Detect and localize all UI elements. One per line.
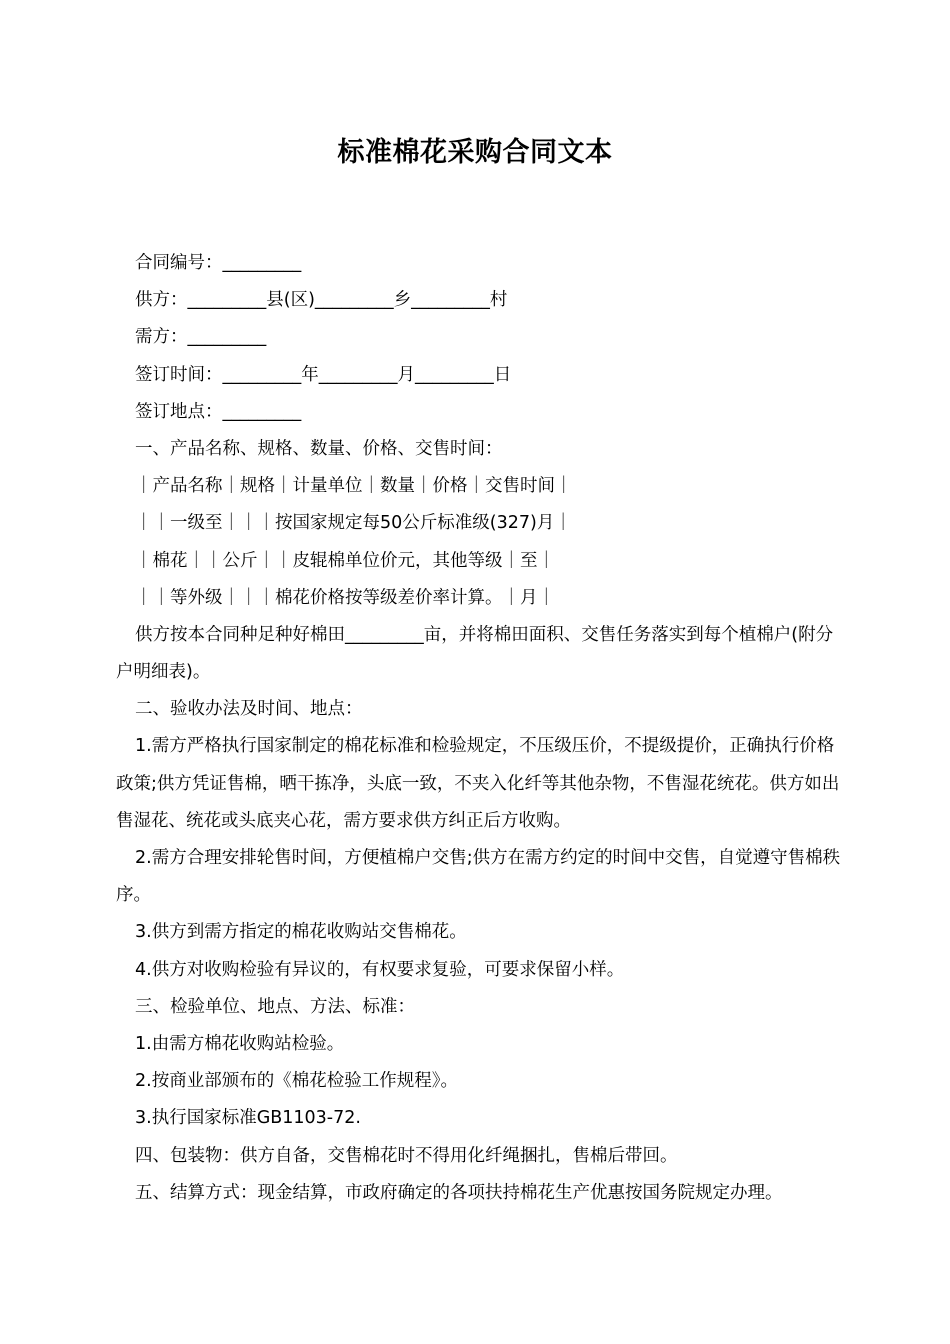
section-5-settlement: 五、结算方式：现金结算，市政府确定的各项扶持棉花生产优惠按国务院规定办理。 <box>135 1182 783 1203</box>
product-table-row: ｜棉花｜｜公斤｜｜皮辊棉单位价元，其他等级｜至｜ <box>135 550 555 571</box>
section-4-packaging: 四、包装物：供方自备，交售棉花时不得用化纤绳捆扎，售棉后带回。 <box>135 1145 678 1166</box>
section-3-heading: 三、检验单位、地点、方法、标准： <box>135 996 415 1017</box>
product-table-row: ｜｜等外级｜｜｜棉花价格按等级差价率计算。｜月｜ <box>135 587 555 608</box>
planting-note: 供方按本合同种足种好棉田_________亩，并将棉田面积、交售任务落实到每个植棉户(附分户明细表)。 <box>116 624 834 683</box>
contract-number-field: 合同编号：_________ <box>135 253 302 273</box>
section-2-item-3: 3.供方到需方指定的棉花收购站交售棉花。 <box>135 922 467 943</box>
section-3-item-1: 1.由需方棉花收购站检验。 <box>135 1034 345 1055</box>
document-title: 标准棉花采购合同文本 <box>337 137 613 168</box>
sign-time-field: 签订时间：_________年_________月_________日 <box>135 364 512 385</box>
sign-place-field: 签订地点：_________ <box>135 401 302 422</box>
supplier-field: 供方：_________县(区)_________乡_________村 <box>135 290 508 311</box>
section-2-item-2: 2.需方合理安排轮售时间，方便植棉户交售;供方在需方约定的时间中交售，自觉遵守售棉秩序。 <box>116 848 841 906</box>
buyer-field: 需方：_________ <box>135 327 267 348</box>
section-3-item-2: 2.按商业部颁布的《棉花检验工作规程》。 <box>135 1071 458 1092</box>
document-body <box>116 245 846 1212</box>
section-2-heading: 二、验收办法及时间、地点： <box>135 699 363 720</box>
product-table-row: ｜产品名称｜规格｜计量单位｜数量｜价格｜交售时间｜ <box>135 476 573 497</box>
section-1-heading: 一、产品名称、规格、数量、价格、交售时间： <box>135 438 503 459</box>
section-2-item-4: 4.供方对收购检验有异议的，有权要求复验，可要求保留小样。 <box>135 959 625 980</box>
section-2-item-1: 1.需方严格执行国家制定的棉花标准和检验规定，不压级压价，不提级提价，正确执行价格政策;供方凭证售棉，晒干拣净，头底一致，不夹入化纤等其他杂物，不售湿花统花。供方如出售湿花、统花或头底夹心花，需方要求供方纠正后方收购。 <box>116 736 840 831</box>
section-3-item-3: 3.执行国家标准GB1103-72. <box>135 1108 361 1129</box>
product-table-row: ｜｜一级至｜｜｜按国家规定每50公斤标准级(327)月｜ <box>135 513 572 534</box>
